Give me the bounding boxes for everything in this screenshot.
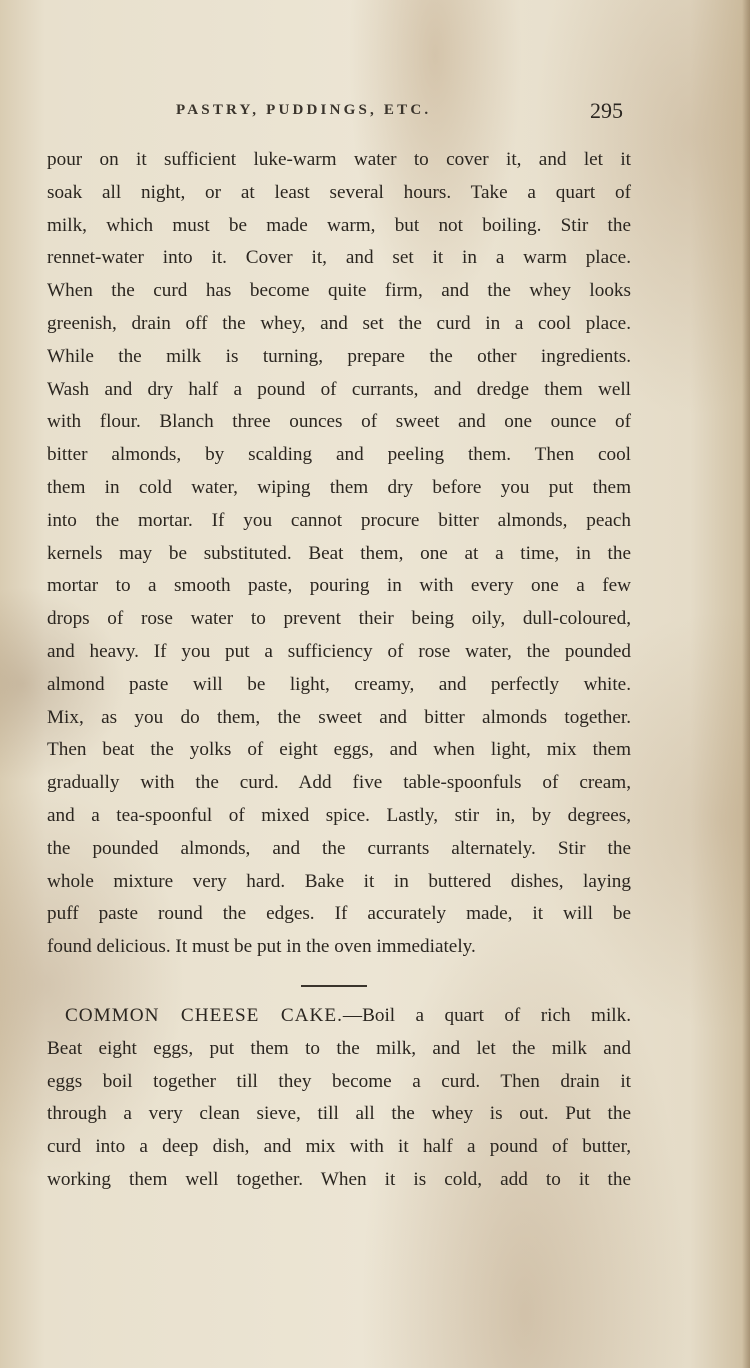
text-line: into the mortar. If you cannot procure bitter almonds, peach (47, 509, 631, 531)
page-edge-shadow (742, 0, 750, 1368)
recipe-title: COMMON CHEESE CAKE. (65, 1005, 343, 1026)
text-line: bitter almonds, by scalding and peeling them. Then cool (47, 444, 631, 466)
recipe-continued-paragraph (47, 144, 631, 964)
text-line: and a tea-spoonful of mixed spice. Lastly, stir in, by degrees, (47, 804, 631, 826)
text-line: with flour. Blanch three ounces of sweet and one ounce of (47, 411, 631, 433)
text-line: found delicious. It must be put in the oven immediately. (47, 936, 476, 958)
section-divider-rule (301, 985, 367, 987)
text-line: Then beat the yolks of eight eggs, and when light, mix them (47, 739, 631, 761)
page-header (0, 98, 750, 126)
common-cheese-cake-recipe (47, 1000, 631, 1197)
text-line: puff paste round the edges. If accurately made, it will be (47, 903, 631, 925)
text-line: pour on it sufficient luke-warm water to cover it, and let it (47, 149, 631, 170)
text-line: and heavy. If you put a sufficiency of rose water, the pounded (47, 640, 631, 662)
text-line: them in cold water, wiping them dry before you put them (47, 476, 631, 498)
text-line: the pounded almonds, and the currants alternately. Stir the (47, 837, 631, 859)
text-line: greenish, drain off the whey, and set the curd in a cool place. (47, 312, 631, 334)
recipe-first-line-text: —Boil a quart of rich milk. (342, 1005, 631, 1026)
text-line: While the milk is turning, prepare the other ingredients. (47, 345, 631, 367)
text-line: rennet-water into it. Cover it, and set it in a warm place. (47, 247, 631, 269)
text-line: through a very clean sieve, till all the whey is out. Put the (47, 1103, 631, 1125)
recipe-first-line (47, 1000, 631, 1033)
text-line: mortar to a smooth paste, pouring in with every one a few (47, 575, 631, 597)
text-line: working them well together. When it is cold, add to it the (47, 1168, 631, 1190)
text-line: whole mixture very hard. Bake it in buttered dishes, laying (47, 870, 631, 892)
text-line: Mix, as you do them, the sweet and bitter almonds together. (47, 706, 631, 728)
text-line: Wash and dry half a pound of currants, and dredge them well (47, 378, 631, 400)
text-line: gradually with the curd. Add five table-spoonfuls of cream, (47, 772, 631, 794)
text-line: drops of rose water to prevent their being oily, dull-coloured, (47, 608, 631, 630)
page-number: 295 (590, 98, 623, 123)
text-line: When the curd has become quite firm, and the whey looks (47, 280, 631, 302)
text-line: kernels may be substituted. Beat them, one at a time, in the (47, 542, 631, 564)
text-line: Beat eight eggs, put them to the milk, and let the milk and (47, 1037, 631, 1059)
text-line: almond paste will be light, creamy, and perfectly white. (47, 673, 631, 695)
text-line: eggs boil together till they become a curd. Then drain it (47, 1070, 631, 1092)
running-head: PASTRY, PUDDINGS, ETC. (176, 102, 432, 118)
text-line: soak all night, or at least several hours. Take a quart of (47, 181, 631, 203)
text-line: curd into a deep dish, and mix with it half a pound of butter, (47, 1136, 631, 1158)
text-line: milk, which must be made warm, but not boiling. Stir the (47, 214, 631, 236)
